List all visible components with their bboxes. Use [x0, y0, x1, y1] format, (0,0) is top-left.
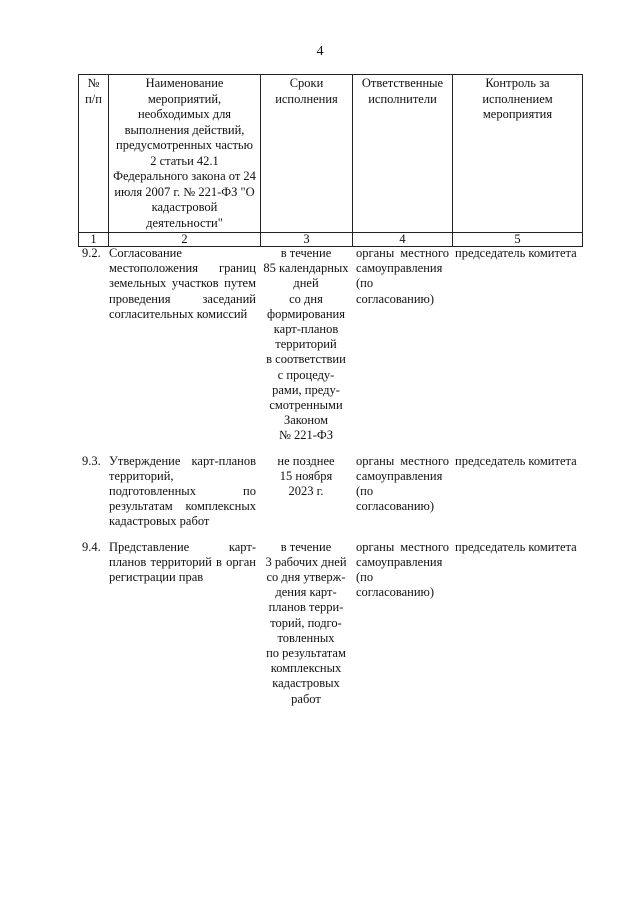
header-row — [79, 75, 583, 233]
table-row — [78, 540, 582, 707]
row-term: не позднее 15 ноября 2023 г. — [277, 453, 335, 499]
column-number: 4 — [353, 233, 453, 247]
header-col-term: Сроки исполнения — [261, 75, 353, 233]
row-control: председатель комитета — [455, 539, 577, 554]
table-row — [78, 454, 582, 530]
row-control: председатель комитета — [455, 246, 577, 260]
column-number: 5 — [453, 233, 583, 247]
page-number: 4 — [316, 44, 324, 59]
column-numbers-row — [79, 233, 583, 247]
header-col-control: Контроль за исполнением мероприятия — [453, 75, 583, 233]
header-col-name: Наименование мероприятий, необходимых для выполнения действий, предусмотренных частью 2 статьи 42.1 Федерального закона от 24 июля 2007 г. № 221-ФЗ "О кадастровой деятельности" — [109, 75, 261, 233]
row-responsible: органы местного самоуправления (по согласованию) — [356, 246, 449, 306]
row-name: Согласование местоположения границ земельных участков путем проведения заседаний согласительных комиссий — [109, 246, 256, 321]
row-responsible: органы местного самоуправления (по согласованию) — [356, 539, 449, 600]
row-number: 9.4. — [82, 539, 101, 554]
row-number: 9.2. — [82, 246, 101, 260]
row-gap — [78, 444, 582, 454]
header-col-responsible: Ответственные исполнители — [353, 75, 453, 233]
row-name: Представление карт-планов территорий в орган регистрации прав — [109, 539, 256, 585]
row-term: в течение 3 рабочих дней со дня утверж- дения карт- планов терри- торий, подго- товленных по результатам комплексных кадастровых работ — [265, 539, 347, 706]
column-number: 3 — [261, 233, 353, 247]
row-control: председатель комитета — [455, 453, 577, 468]
row-term: в течение 85 календарных дней со дня формирования карт-планов территорий в соответствии с процеду- рами, преду- смотренными Законом № 221-ФЗ — [263, 246, 349, 443]
row-gap — [78, 530, 582, 540]
column-number: 1 — [79, 233, 109, 247]
row-responsible: органы местного самоуправления (по согласованию) — [356, 453, 449, 514]
table-body — [78, 246, 582, 707]
header-col-number: № п/п — [79, 75, 109, 233]
table-row — [78, 246, 582, 444]
row-number: 9.3. — [82, 453, 101, 468]
column-number: 2 — [109, 233, 261, 247]
table-header — [78, 74, 583, 247]
row-name: Утверждение карт-планов территорий, подготовленных по результатам комплексных кадастровых работ — [109, 453, 256, 529]
